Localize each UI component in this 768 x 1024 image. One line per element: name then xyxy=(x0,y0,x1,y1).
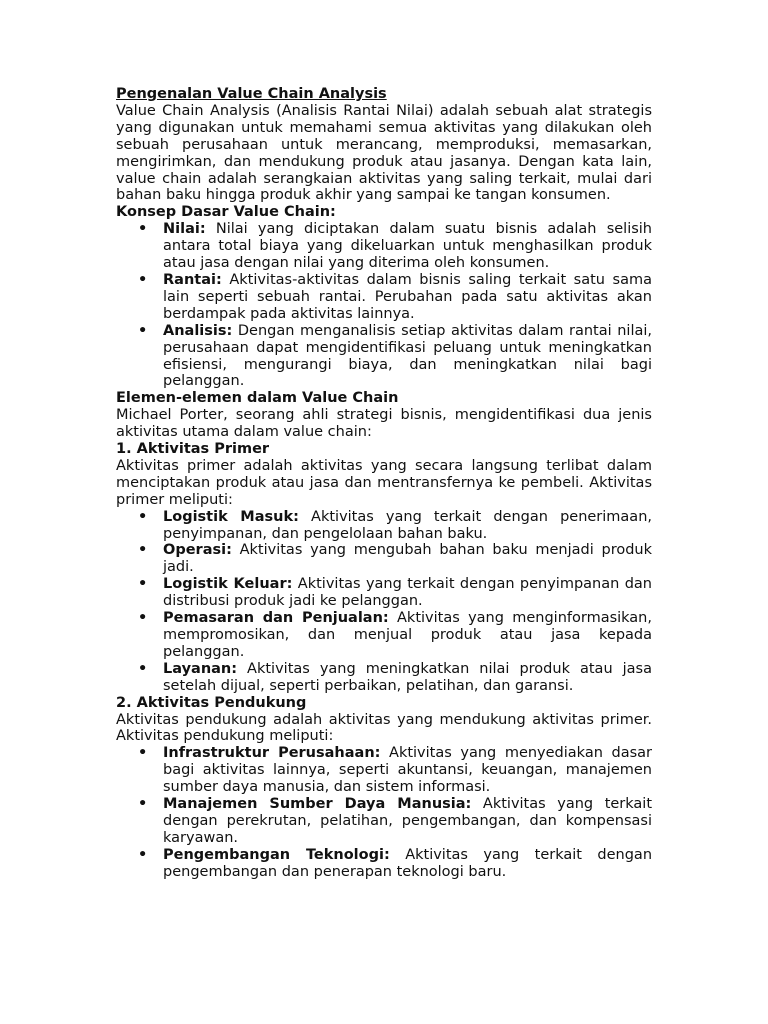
item-term: Infrastruktur Perusahaan: xyxy=(163,745,381,762)
item-text: Aktivitas yang mengubah bahan baku menjadi produk jadi. xyxy=(163,542,652,576)
bullet-icon: • xyxy=(138,610,148,627)
bullet-icon: • xyxy=(138,271,148,288)
item-term: Layanan: xyxy=(163,660,238,677)
bullet-icon: • xyxy=(138,221,148,238)
document-page xyxy=(116,86,652,881)
bullet-icon: • xyxy=(138,846,148,863)
list-item xyxy=(116,323,652,391)
document-title: Pengenalan Value Chain Analysis xyxy=(116,86,387,102)
list-item xyxy=(116,272,652,323)
item-term: Nilai: xyxy=(163,221,206,238)
primer-heading: 1. Aktivitas Primer xyxy=(116,441,270,458)
item-term: Pengembangan Teknologi: xyxy=(163,846,390,863)
item-text: Aktivitas yang terkait dengan penerimaan, penyimpanan, dan pengelolaan bahan baku. xyxy=(163,508,652,542)
bullet-icon: • xyxy=(138,576,148,593)
primer-paragraph: Aktivitas primer adalah aktivitas yang secara langsung terlibat dalam menciptakan produk atau jasa dan mentransfernya ke pembeli. Aktivitas primer meliputi: xyxy=(116,457,652,508)
item-text: Aktivitas yang terkait dengan perekrutan, pelatihan, pengembangan, dan kompensasi karyawan. xyxy=(163,796,653,846)
elemen-paragraph: Michael Porter, seorang ahli strategi bisnis, mengidentifikasi dua jenis aktivitas utama dalam value chain: xyxy=(116,407,652,441)
bullet-icon: • xyxy=(138,508,148,525)
item-term: Rantai: xyxy=(163,271,222,288)
list-item xyxy=(116,745,652,796)
item-text: Aktivitas yang meningkatkan nilai produk atau jasa setelah dijual, seperti perbaikan, pelatihan, dan garansi. xyxy=(163,660,652,694)
primer-list xyxy=(116,509,652,695)
item-text: Dengan menganalisis setiap aktivitas dalam rantai nilai, perusahaan dapat mengidentifikasi peluang untuk meningkatkan efisiensi, mengurangi biaya, dan meningkatkan nilai bagi pelanggan. xyxy=(163,322,652,390)
item-text: Aktivitas yang terkait dengan pengembangan dan penerapan teknologi baru. xyxy=(163,846,653,880)
list-item xyxy=(116,576,652,610)
item-term: Logistik Masuk: xyxy=(163,508,299,525)
list-item xyxy=(116,661,652,695)
list-item xyxy=(116,847,652,881)
pendukung-heading: 2. Aktivitas Pendukung xyxy=(116,694,307,711)
list-item xyxy=(116,542,652,576)
list-item xyxy=(116,796,652,847)
item-text: Aktivitas yang menyediakan dasar bagi aktivitas lainnya, seperti akuntansi, keuangan, manajemen sumber daya manusia, dan sistem informasi. xyxy=(163,745,652,796)
konsep-heading: Konsep Dasar Value Chain: xyxy=(116,204,336,221)
bullet-icon: • xyxy=(138,542,148,559)
item-term: Logistik Keluar: xyxy=(163,576,293,593)
pendukung-list xyxy=(116,745,652,880)
bullet-icon: • xyxy=(138,322,148,339)
item-term: Manajemen Sumber Daya Manusia: xyxy=(163,796,472,813)
bullet-icon: • xyxy=(138,745,148,762)
item-text: Nilai yang diciptakan dalam suatu bisnis adalah selisih antara total biaya yang dikeluarkan untuk menghasilkan produk atau jasa dengan nilai yang diterima oleh konsumen. xyxy=(163,221,652,272)
bullet-icon: • xyxy=(138,660,148,677)
item-term: Operasi: xyxy=(163,542,232,559)
elemen-heading: Elemen-elemen dalam Value Chain xyxy=(116,390,399,407)
item-term: Analisis: xyxy=(163,322,233,339)
list-item xyxy=(116,509,652,543)
intro-paragraph: Value Chain Analysis (Analisis Rantai Nilai) adalah sebuah alat strategis yang digunakan untuk memahami semua aktivitas yang dilakukan oleh sebuah perusahaan untuk merancang, memproduksi, memasarkan, mengirimkan, dan mendukung produk atau jasanya. Dengan kata lain, value chain adalah serangkaian aktivitas yang saling terkait, mulai dari bahan baku hingga produk akhir yang sampai ke tangan konsumen. xyxy=(116,102,652,204)
list-item xyxy=(116,610,652,661)
konsep-list xyxy=(116,221,652,390)
bullet-icon: • xyxy=(138,796,148,813)
item-text: Aktivitas-aktivitas dalam bisnis saling terkait satu sama lain seperti sebuah rantai. Perubahan pada satu aktivitas akan berdampak pada aktivitas lainnya. xyxy=(163,271,652,322)
list-item xyxy=(116,221,652,272)
pendukung-paragraph: Aktivitas pendukung adalah aktivitas yang mendukung aktivitas primer. Aktivitas pendukung meliputi: xyxy=(116,711,652,745)
item-text: Aktivitas yang menginformasikan, mempromosikan, dan menjual produk atau jasa kepada pelanggan. xyxy=(163,610,652,660)
item-text: Aktivitas yang terkait dengan penyimpanan dan distribusi produk jadi ke pelanggan. xyxy=(163,576,652,610)
item-term: Pemasaran dan Penjualan: xyxy=(163,610,389,627)
